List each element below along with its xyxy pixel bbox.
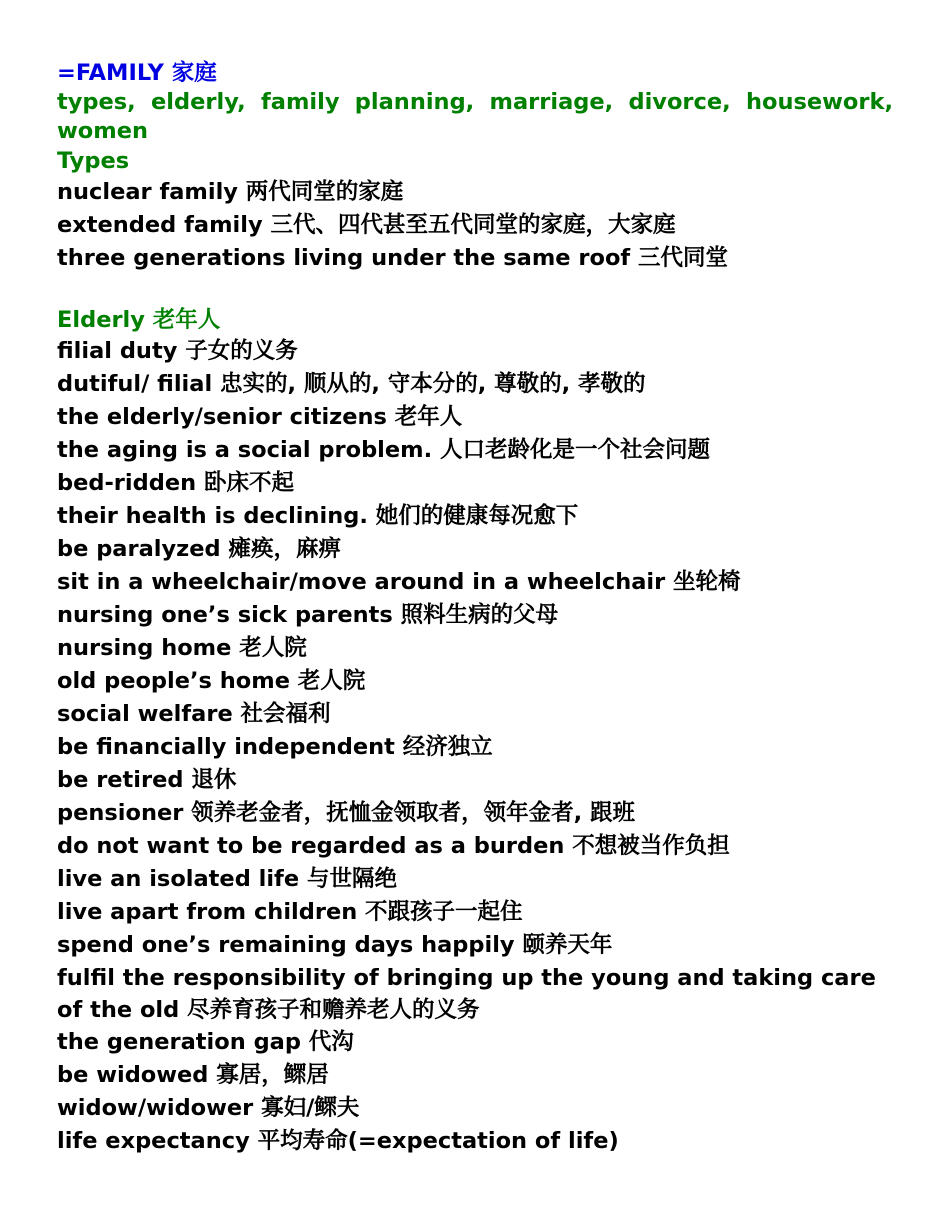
list-item: three generations living under the same roof 三代同堂 — [57, 245, 729, 271]
section-heading-elderly: Elderly 老年人 — [57, 307, 221, 333]
section-heading-types: Types — [57, 148, 130, 174]
list-item: be retired 退休 — [57, 767, 237, 793]
list-item: nuclear family 两代同堂的家庭 — [57, 179, 404, 205]
list-item: extended family 三代、四代甚至五代同堂的家庭，大家庭 — [57, 212, 676, 238]
list-item: the elderly/senior citizens 老年人 — [57, 404, 463, 430]
list-item: spend one’s remaining days happily 颐养天年 — [57, 932, 613, 958]
list-item: life expectancy 平均寿命(=expectation of life) — [57, 1128, 619, 1154]
list-item: social welfare 社会福利 — [57, 701, 331, 727]
list-item: old people’s home 老人院 — [57, 668, 366, 694]
list-item: their health is declining. 她们的健康每况愈下 — [57, 503, 579, 529]
list-item: dutiful/ filial 忠实的, 顺从的, 守本分的, 尊敬的, 孝敬的 — [57, 371, 646, 397]
list-item: the aging is a social problem. 人口老龄化是一个社会问题 — [57, 437, 710, 463]
document-title: =FAMILY 家庭 — [57, 60, 217, 86]
list-item: pensioner 领养老金者，抚恤金领取者，领年金者, 跟班 — [57, 800, 636, 826]
list-item: be paralyzed 瘫痪，麻痹 — [57, 536, 341, 562]
list-item: live an isolated life 与世隔绝 — [57, 866, 397, 892]
list-item: sit in a wheelchair/move around in a wheelchair 坐轮椅 — [57, 569, 741, 595]
list-item: bed-ridden 卧床不起 — [57, 470, 294, 496]
section-spacer — [57, 275, 893, 305]
document-page — [57, 58, 893, 1158]
list-item: widow/widower 寡妇/鳏夫 — [57, 1095, 360, 1121]
list-item: live apart from children 不跟孩子一起住 — [57, 899, 523, 925]
list-item: be financially independent 经济独立 — [57, 734, 493, 760]
list-item: filial duty 子女的义务 — [57, 338, 298, 364]
list-item: nursing home 老人院 — [57, 635, 307, 661]
list-item: be widowed 寡居，鳏居 — [57, 1062, 329, 1088]
topic-list: types, elderly, family planning, marriage, divorce, housework, women — [57, 89, 893, 144]
list-item: do not want to be regarded as a burden 不想被当作负担 — [57, 833, 730, 859]
list-item: the generation gap 代沟 — [57, 1029, 354, 1055]
list-item: fulfil the responsibility of bringing up the young and taking care of the old 尽养育孩子和赡养老人的义务 — [57, 965, 876, 1023]
list-item: nursing one’s sick parents 照料生病的父母 — [57, 602, 559, 628]
